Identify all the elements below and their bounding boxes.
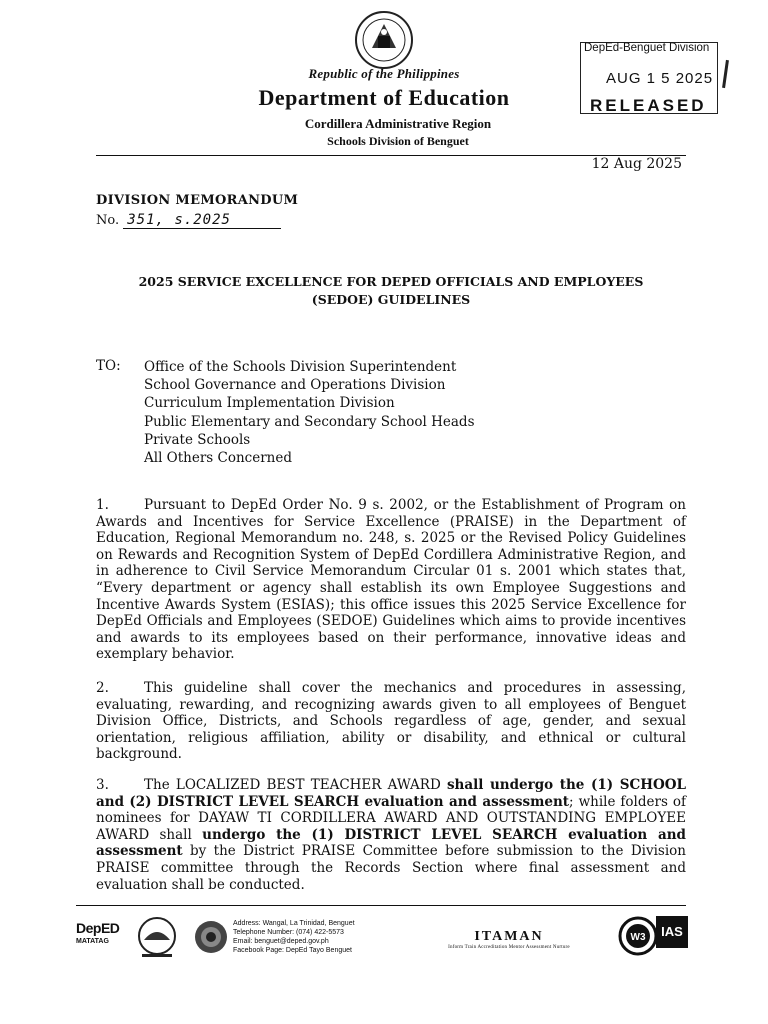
paragraph-text: This guideline shall cover the mechanics and procedures in assessing, evaluating, rewarding, and recognizing awards given to all employees of Benguet Division Office, Districts, and Schools regardless of age, gender, and sexual orientation, religious affiliation, ability or disability, and ethnical or cultural background. [96, 680, 686, 763]
footer-divider [76, 905, 686, 906]
memo-subject [96, 273, 686, 309]
subject-line-1: 2025 SERVICE EXCELLENCE FOR DEPED OFFICIALS AND EMPLOYEES [138, 274, 644, 289]
memo-number [96, 212, 281, 229]
deped-logo [76, 920, 120, 945]
paragraph-number: 2. [96, 680, 109, 696]
paragraph-2 [96, 680, 686, 763]
footer-facebook[interactable]: Facebook Page: DepEd Tayo Benguet [233, 947, 352, 954]
memo-number-label: No. [96, 213, 120, 228]
recipient-item: Office of the Schools Division Superintendent [144, 359, 457, 375]
deped-logo-text: DepED [76, 920, 120, 936]
paragraph-text: Pursuant to DepEd Order No. 9 s. 2002, or the Establishment of Program on Awards and Incentives for Service Excellence (PRAISE) in the Department of Education, Regional Memorandum no. 248, s. 2025 or the Revised Policy Guidelines on Rewards and Recognition System of DepEd Cordillera Administrative Region, and in adherence to Civil Service Memorandum Circular 01 s. 2001 which states that, “Every department or agency shall establish its own Employee Suggestions and Incentive Awards System (ESIAS); this office issues this 2025 Service Excellence for DepEd Officials and Employees (SEDOE) Guidelines which aims to provide incentives and awards to its employees based on their performance, innovative ideas and exemplary behavior. [96, 497, 686, 663]
recipient-item: All Others Concerned [144, 450, 293, 467]
itaman-title: ITAMAN [474, 929, 544, 944]
footer-contact [233, 919, 355, 955]
paragraph-number: 3. [96, 777, 109, 793]
footer-address: Address: Wangal, La Trinidad, Benguet [233, 920, 355, 927]
memo-title: DIVISION MEMORANDUM [96, 193, 299, 208]
released-stamp [576, 38, 724, 120]
stamp-status: RELEASED [590, 96, 707, 115]
recipient-item: Private Schools [144, 431, 251, 448]
paragraph-1 [96, 497, 686, 663]
division-heading: Schools Division of Benguet [327, 134, 469, 148]
matatag-text: MATATAG [76, 938, 109, 945]
memo-number-value: 351, s.2025 [123, 212, 281, 229]
footer-email[interactable]: Email: benguet@deped.gov.ph [233, 938, 329, 945]
itaman-logo [418, 929, 600, 950]
footer-telephone: Telephone Number: (074) 422-5573 [233, 929, 344, 936]
paragraph-number: 1. [96, 497, 109, 513]
division-seal-icon [194, 920, 228, 954]
recipient-item: Curriculum Implementation Division [144, 395, 395, 412]
stamp-date: AUG 1 5 2025 [606, 70, 714, 87]
bagong-pilipinas-logo-icon [134, 916, 180, 960]
paragraph-3 [96, 777, 686, 893]
region-heading: Cordillera Administrative Region [304, 116, 492, 131]
w3-seal-icon [618, 916, 658, 956]
ias-logo: IAS [656, 916, 688, 948]
department-heading: Department of Education [258, 85, 510, 110]
paragraph-text: by the District PRAISE Committee before submission to the Division PRAISE committee through the Records Section where final assessment and evaluation shall be conducted. [96, 843, 686, 893]
memo-date: 12 Aug 2025 [591, 156, 682, 172]
paragraph-emphasis: undergo the (1) DISTRICT LEVEL SEARCH evaluation and assessment [96, 826, 686, 860]
paragraph-text: The LOCALIZED BEST TEACHER AWARD [144, 777, 447, 793]
republic-heading: Republic of the Philippines [308, 66, 460, 81]
svg-text:W3: W3 [630, 932, 646, 943]
recipient-list [144, 358, 475, 467]
stamp-office: DepEd-Benguet Division [584, 42, 710, 54]
recipient-item: Public Elementary and Secondary School Heads [144, 413, 475, 430]
paragraph-text: ; while folders of nominees for DAYAW TI CORDILLERA AWARD AND OUTSTANDING EMPLOYEE AWARD shall [96, 793, 686, 843]
recipient-item: School Governance and Operations Division [144, 377, 446, 394]
deped-seal-icon [354, 10, 414, 70]
itaman-subtitle: Inform Train Accreditation Mentor Assessment Nurture [448, 945, 570, 950]
paragraph-emphasis: shall undergo the (1) SCHOOL and (2) DISTRICT LEVEL SEARCH evaluation and assessment [96, 777, 686, 810]
subject-line-2: (SEDOE) GUIDELINES [311, 292, 471, 307]
to-label: TO: [96, 358, 121, 374]
